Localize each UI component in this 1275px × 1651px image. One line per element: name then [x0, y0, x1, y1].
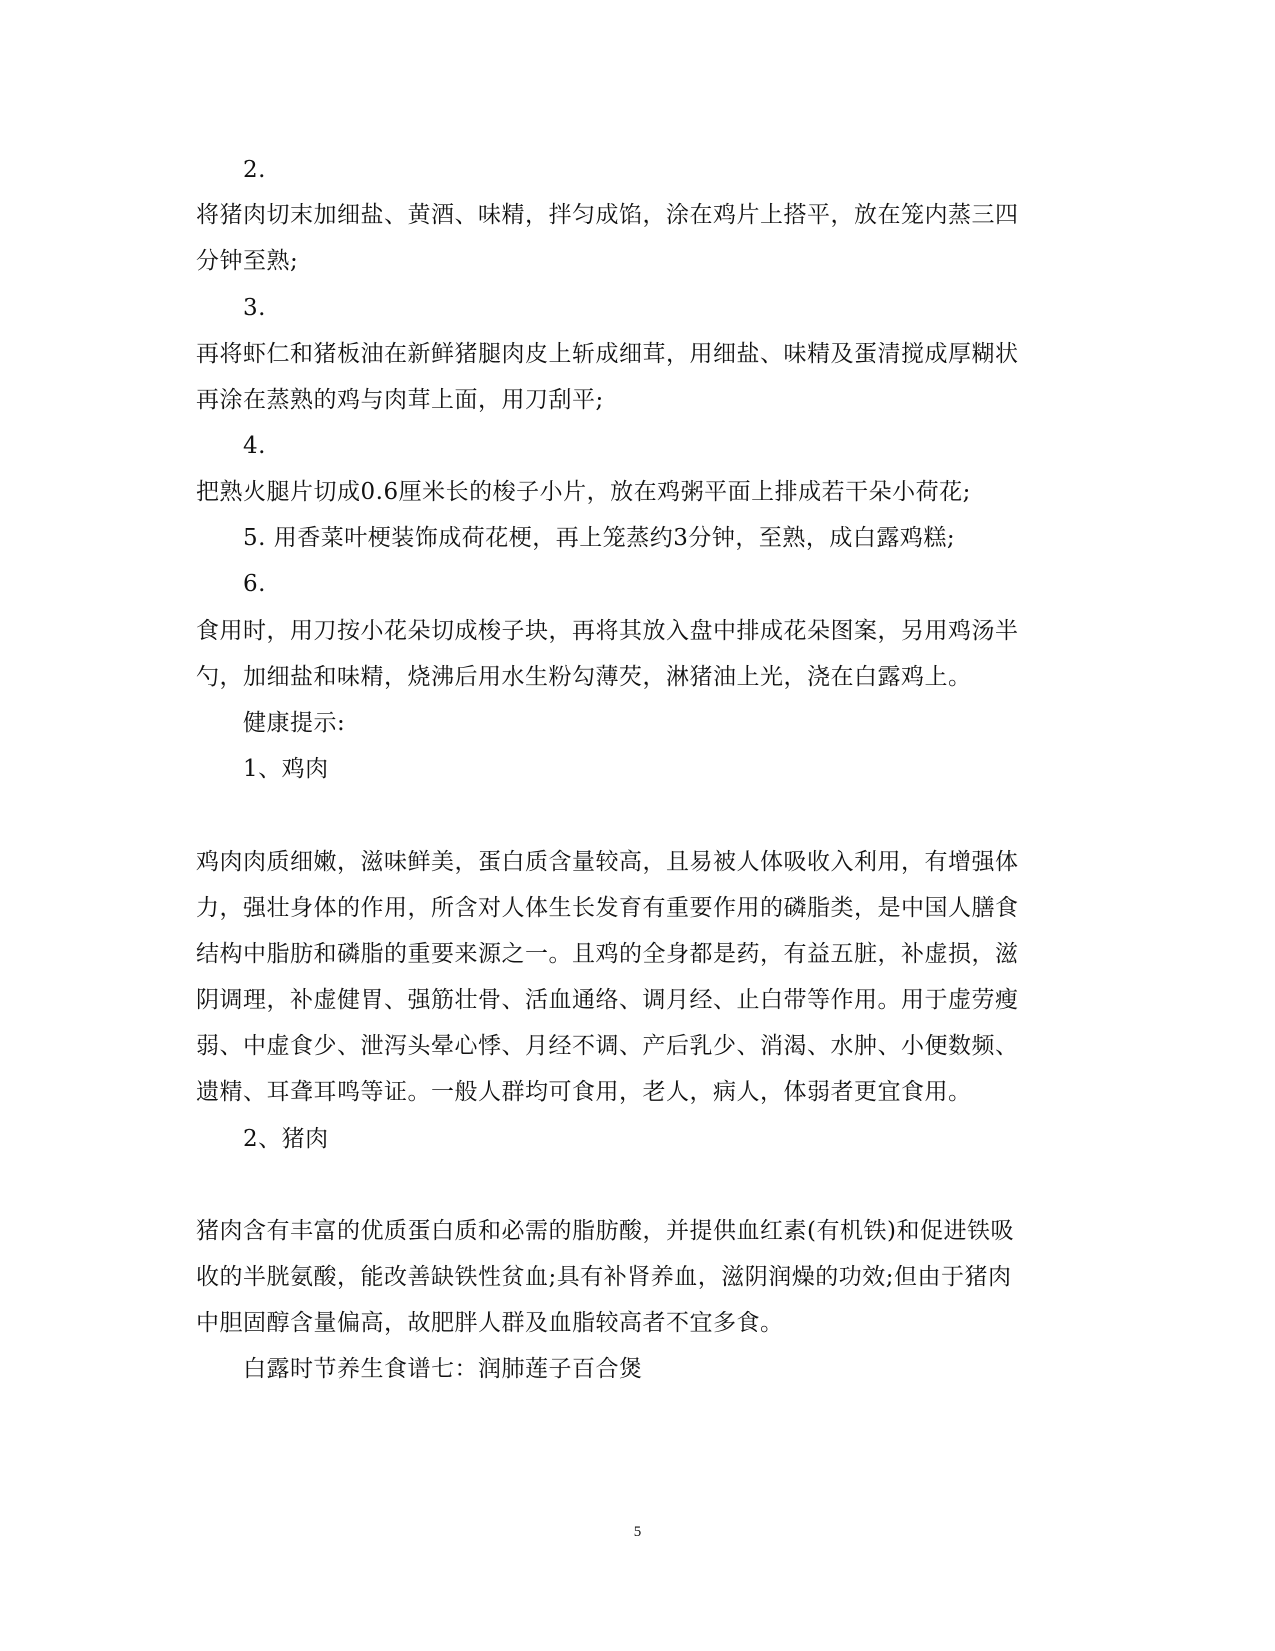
page-number: 5 — [633, 1524, 642, 1540]
step-6-number: 6. — [243, 571, 266, 597]
step-6-text-line-1: 食用时，用刀按小花朵切成梭子块，再将其放入盘中排成花朵图案，另用鸡汤半 — [196, 618, 1019, 644]
step-2-text-line-1: 将猪肉切末加细盐、黄酒、味精，拌匀成馅，涂在鸡片上搭平，放在笼内蒸三四 — [196, 202, 1019, 228]
pork-paragraph-line-2: 收的半胱氨酸，能改善缺铁性贫血;具有补肾养血，滋阴润燥的功效;但由于猪肉 — [196, 1264, 1012, 1290]
step-3-number: 3. — [243, 295, 266, 321]
step-5-text: 5. 用香菜叶梗装饰成荷花梗，再上笼蒸约3分钟，至熟，成白露鸡糕; — [243, 525, 956, 551]
pork-paragraph-line-3: 中胆固醇含量偏高，故肥胖人群及血脂较高者不宜多食。 — [196, 1310, 784, 1336]
chicken-paragraph-line-1: 鸡肉肉质细嫩，滋味鲜美，蛋白质含量较高，且易被人体吸收入利用，有增强体 — [196, 849, 1019, 875]
step-2-number: 2. — [243, 157, 266, 183]
chicken-paragraph-line-4: 阴调理，补虚健胃、强筋壮骨、活血通络、调月经、止白带等作用。用于虚劳瘦 — [196, 987, 1019, 1013]
step-6-text-line-2: 勺，加细盐和味精，烧沸后用水生粉勾薄芡，淋猪油上光，浇在白露鸡上。 — [196, 664, 972, 690]
chicken-paragraph-line-3: 结构中脂肪和磷脂的重要来源之一。且鸡的全身都是药，有益五脏，补虚损，滋 — [196, 941, 1019, 967]
pork-heading: 2、猪肉 — [243, 1126, 329, 1152]
step-2-text-line-2: 分钟至熟; — [196, 248, 299, 274]
step-3-text-line-2: 再涂在蒸熟的鸡与肉茸上面，用刀刮平; — [196, 387, 604, 413]
step-3-text-line-1: 再将虾仁和猪板油在新鲜猪腿肉皮上斩成细茸，用细盐、味精及蛋清搅成厚糊状 — [196, 341, 1019, 367]
pork-paragraph-line-1: 猪肉含有丰富的优质蛋白质和必需的脂肪酸，并提供血红素(有机铁)和促进铁吸 — [196, 1218, 1014, 1244]
chicken-paragraph-line-2: 力，强壮身体的作用，所含对人体生长发育有重要作用的磷脂类，是中国人膳食 — [196, 895, 1019, 921]
chicken-paragraph-line-6: 遗精、耳聋耳鸣等证。一般人群均可食用，老人，病人，体弱者更宜食用。 — [196, 1079, 972, 1105]
chicken-heading: 1、鸡肉 — [243, 756, 329, 782]
recipe-seven-title: 白露时节养生食谱七：润肺莲子百合煲 — [243, 1356, 643, 1382]
health-tips-heading: 健康提示: — [243, 710, 346, 736]
chicken-paragraph-line-5: 弱、中虚食少、泄泻头晕心悸、月经不调、产后乳少、消渴、水肿、小便数频、 — [196, 1033, 1019, 1059]
step-4-number: 4. — [243, 433, 266, 459]
step-4-text: 把熟火腿片切成0.6厘米长的梭子小片，放在鸡粥平面上排成若干朵小荷花; — [196, 479, 971, 505]
